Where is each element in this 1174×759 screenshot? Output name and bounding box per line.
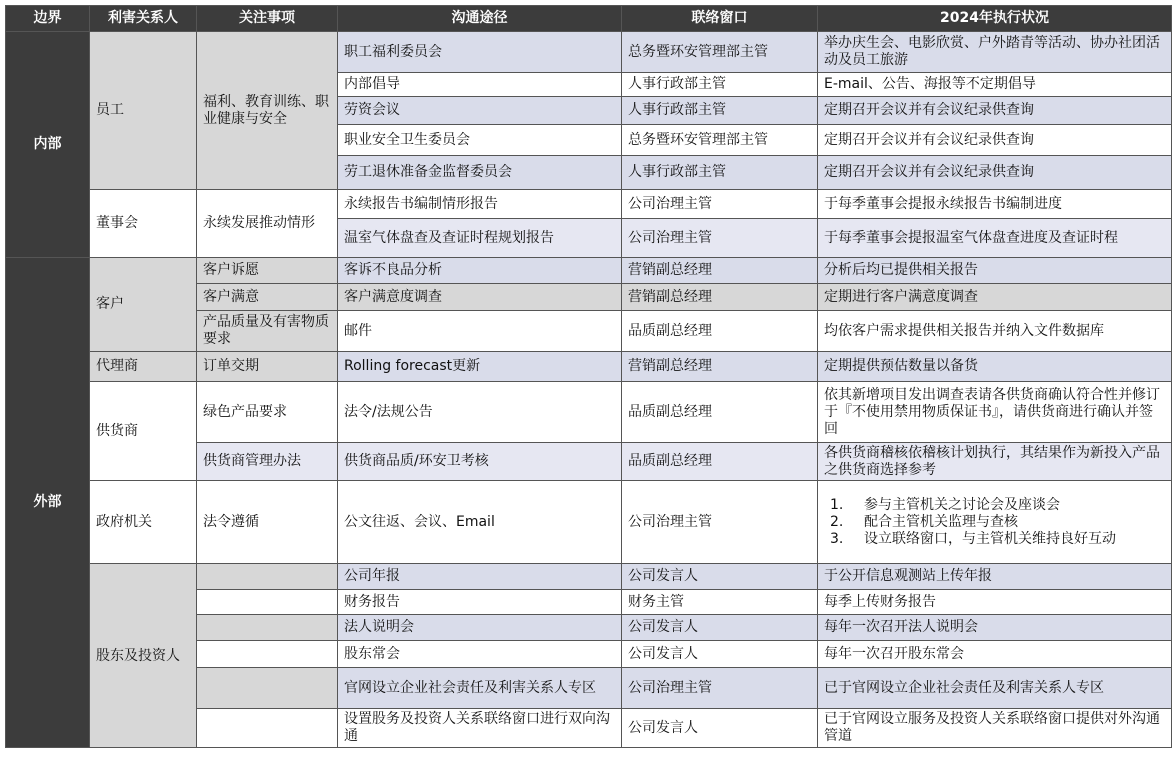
- channel-cell: 客诉不良品分析: [338, 258, 622, 284]
- list-item: 3. 设立联络窗口，与主管机关维持良好互动: [830, 530, 1116, 547]
- stakeholder-agents: 代理商: [90, 352, 197, 382]
- contact-cell: 公司治理主管: [622, 190, 818, 219]
- concern-cell-empty: [197, 709, 338, 748]
- stakeholder-customers: 客户: [90, 258, 197, 352]
- boundary-external: 外部: [6, 258, 90, 748]
- contact-cell: 总务暨环安管理部主管: [622, 32, 818, 73]
- list-item: 1. 参与主管机关之讨论会及座谈会: [830, 496, 1060, 513]
- list-item: 2. 配合主管机关监理与查核: [830, 513, 1018, 530]
- status-cell: 各供货商稽核依稽核计划执行，其结果作为新投入产品之供货商选择参考: [818, 443, 1172, 481]
- contact-cell: 营销副总经理: [622, 284, 818, 311]
- status-cell: 举办庆生会、电影欣赏、户外踏青等活动、协办社团活动及员工旅游: [818, 32, 1172, 73]
- contact-cell: 营销副总经理: [622, 352, 818, 382]
- contact-cell: 人事行政部主管: [622, 156, 818, 190]
- channel-cell: 公文往返、会议、Email: [338, 481, 622, 564]
- channel-cell: 官网设立企业社会责任及利害关系人专区: [338, 668, 622, 709]
- status-cell: 均依客户需求提供相关报告并纳入文件数据库: [818, 311, 1172, 352]
- channel-cell: 内部倡导: [338, 73, 622, 97]
- concern-cell: 产品质量及有害物质要求: [197, 311, 338, 352]
- concern-cell-empty: [197, 564, 338, 590]
- table-row: [6, 352, 1172, 382]
- concern-cell-empty: [197, 668, 338, 709]
- channel-cell: 劳资会议: [338, 97, 622, 125]
- status-cell: 定期召开会议并有会议纪录供查询: [818, 125, 1172, 156]
- status-cell: 于公开信息观测站上传年报: [818, 564, 1172, 590]
- status-cell: 每年一次召开股东常会: [818, 641, 1172, 668]
- channel-cell: 劳工退休准备金监督委员会: [338, 156, 622, 190]
- concern-cell: 供货商管理办法: [197, 443, 338, 481]
- stakeholder-shareholders: 股东及投资人: [90, 564, 197, 748]
- contact-cell: 公司发言人: [622, 564, 818, 590]
- channel-cell: 法人说明会: [338, 615, 622, 641]
- table-row: [6, 564, 1172, 590]
- concern-cell-empty: [197, 590, 338, 615]
- contact-cell: 营销副总经理: [622, 258, 818, 284]
- status-cell: 分析后均已提供相关报告: [818, 258, 1172, 284]
- contact-cell: 人事行政部主管: [622, 73, 818, 97]
- status-cell: 定期召开会议并有会议纪录供查询: [818, 97, 1172, 125]
- status-cell: E-mail、公告、海报等不定期倡导: [818, 73, 1172, 97]
- contact-cell: 品质副总经理: [622, 443, 818, 481]
- concern-cell: 客户诉愿: [197, 258, 338, 284]
- status-cell: 定期进行客户满意度调查: [818, 284, 1172, 311]
- government-status-list: [824, 497, 1165, 548]
- header-concern: 关注事项: [197, 6, 338, 32]
- channel-cell: 设置股务及投资人关系联络窗口进行双向沟通: [338, 709, 622, 748]
- status-cell: 每年一次召开法人说明会: [818, 615, 1172, 641]
- channel-cell: 温室气体盘查及查证时程规划报告: [338, 219, 622, 258]
- header-row: [6, 6, 1172, 32]
- table-row: [6, 481, 1172, 564]
- stakeholder-employees: 员工: [90, 32, 197, 190]
- stakeholder-communication-table: [5, 5, 1172, 748]
- header-stakeholder: 利害关系人: [90, 6, 197, 32]
- status-cell: 于每季董事会提报永续报告书编制进度: [818, 190, 1172, 219]
- channel-cell: 法令/法规公告: [338, 382, 622, 443]
- contact-cell: 品质副总经理: [622, 382, 818, 443]
- stakeholder-government: 政府机关: [90, 481, 197, 564]
- channel-cell: 财务报告: [338, 590, 622, 615]
- contact-cell: 公司发言人: [622, 709, 818, 748]
- contact-cell: 公司发言人: [622, 615, 818, 641]
- contact-cell: 公司治理主管: [622, 219, 818, 258]
- concern-cell-empty: [197, 615, 338, 641]
- channel-cell: 供货商品质/环安卫考核: [338, 443, 622, 481]
- channel-cell: 职业安全卫生委员会: [338, 125, 622, 156]
- stakeholder-table-wrapper: [5, 5, 1172, 748]
- status-cell: [818, 481, 1172, 564]
- table-row: [6, 32, 1172, 73]
- status-cell: 每季上传财务报告: [818, 590, 1172, 615]
- channel-cell: 永续报告书编制情形报告: [338, 190, 622, 219]
- status-cell: 定期召开会议并有会议纪录供查询: [818, 156, 1172, 190]
- concern-employees: 福利、教育训练、职业健康与安全: [197, 32, 338, 190]
- contact-cell: 公司治理主管: [622, 481, 818, 564]
- contact-cell: 公司发言人: [622, 641, 818, 668]
- channel-cell: 客户满意度调查: [338, 284, 622, 311]
- concern-cell-empty: [197, 641, 338, 668]
- contact-cell: 公司治理主管: [622, 668, 818, 709]
- header-status: 2024年执行状况: [818, 6, 1172, 32]
- status-cell: 已于官网设立企业社会责任及利害关系人专区: [818, 668, 1172, 709]
- status-cell: 于每季董事会提报温室气体盘查进度及查证时程: [818, 219, 1172, 258]
- contact-cell: 人事行政部主管: [622, 97, 818, 125]
- channel-cell: 股东常会: [338, 641, 622, 668]
- concern-cell: 绿色产品要求: [197, 382, 338, 443]
- concern-cell: 订单交期: [197, 352, 338, 382]
- header-channel: 沟通途径: [338, 6, 622, 32]
- table-row: [6, 190, 1172, 219]
- concern-cell: 客户满意: [197, 284, 338, 311]
- header-boundary: 边界: [6, 6, 90, 32]
- table-row: [6, 258, 1172, 284]
- table-row: [6, 382, 1172, 443]
- contact-cell: 总务暨环安管理部主管: [622, 125, 818, 156]
- contact-cell: 品质副总经理: [622, 311, 818, 352]
- channel-cell: Rolling forecast更新: [338, 352, 622, 382]
- channel-cell: 职工福利委员会: [338, 32, 622, 73]
- concern-board: 永续发展推动情形: [197, 190, 338, 258]
- concern-cell: 法令遵循: [197, 481, 338, 564]
- status-cell: 依其新增项目发出调查表请各供货商确认符合性并修订于『不使用禁用物质保证书』，请供货商进行确认并签回: [818, 382, 1172, 443]
- header-contact: 联络窗口: [622, 6, 818, 32]
- channel-cell: 公司年报: [338, 564, 622, 590]
- status-cell: 定期提供预估数量以备货: [818, 352, 1172, 382]
- boundary-internal: 内部: [6, 32, 90, 258]
- stakeholder-board: 董事会: [90, 190, 197, 258]
- stakeholder-suppliers: 供货商: [90, 382, 197, 481]
- channel-cell: 邮件: [338, 311, 622, 352]
- status-cell: 已于官网设立服务及投资人关系联络窗口提供对外沟通管道: [818, 709, 1172, 748]
- contact-cell: 财务主管: [622, 590, 818, 615]
